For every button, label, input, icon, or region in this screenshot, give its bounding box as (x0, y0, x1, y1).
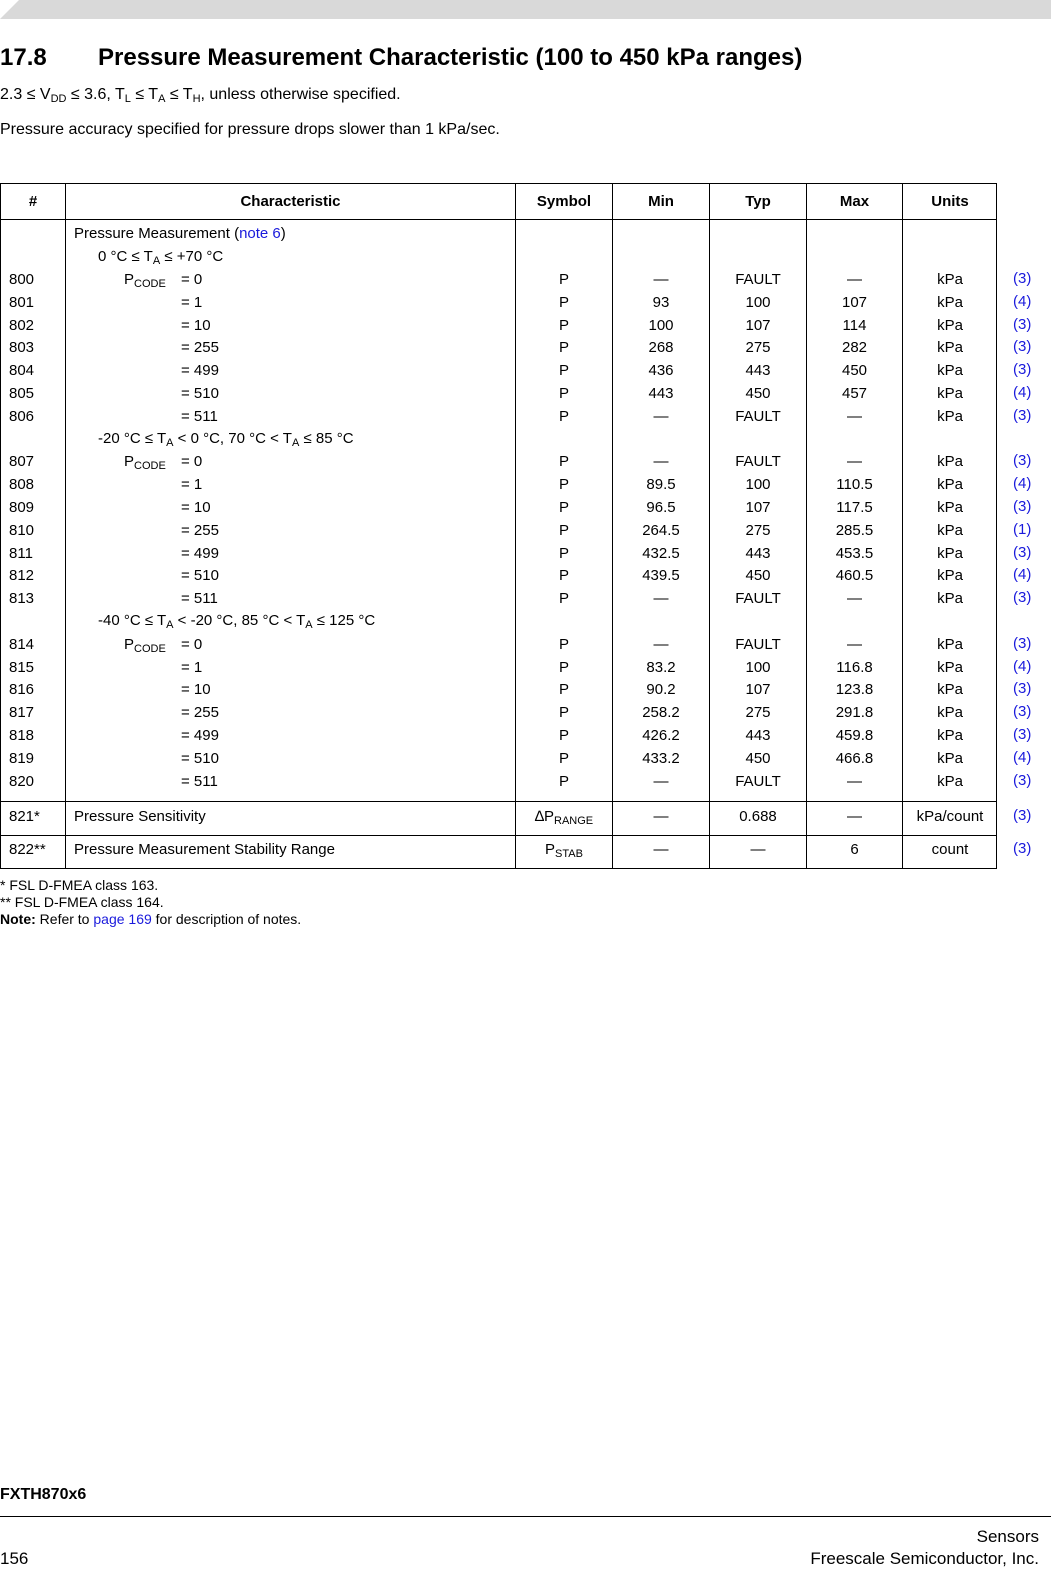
pcode-value: = 499 (181, 362, 219, 380)
header-symbol: Symbol (536, 193, 592, 210)
max-cell: 450 (841, 362, 868, 380)
note-6-link[interactable]: note 6 (239, 225, 281, 242)
operating-conditions: $2.3 \le V_{DD} \le 3.6$, $T_L \le T_A \le T_H$, unless otherwise specified. (0, 86, 401, 105)
min-cell: 433.2 (642, 749, 680, 767)
sensitivity-ref[interactable]: (3) (1013, 807, 1032, 824)
symbol-cell: P (558, 293, 569, 311)
typ-cell: 275 (745, 339, 771, 357)
row-number: 820 (9, 772, 35, 790)
max-cell: — (847, 590, 862, 608)
units-cell: kPa (937, 385, 963, 402)
symbol-cell: P (558, 727, 569, 744)
typ-cell: FAULT (735, 635, 781, 653)
sensitivity-max: — (847, 808, 862, 825)
stability-ref[interactable]: (3) (1013, 840, 1032, 857)
min-cell: 96.5 (646, 499, 676, 516)
header-max: Max (839, 193, 870, 210)
units-cell: kPa (937, 476, 963, 494)
symbol-cell: P (558, 499, 569, 516)
symbol-cell: P (558, 407, 569, 425)
typ-cell: 100 (745, 476, 771, 494)
row-number: 811 (9, 544, 33, 562)
group-title: Pressure Measurement (note 6) (74, 225, 286, 242)
max-cell: 114 (842, 316, 867, 334)
symbol-cell: P (558, 271, 569, 288)
min-cell: 258.2 (642, 704, 680, 722)
row-number: 807 (9, 453, 35, 471)
units-cell: kPa (937, 544, 963, 562)
max-cell: 460.5 (835, 567, 874, 585)
units-cell: kPa (937, 772, 963, 790)
sensitivity-num: 821* (9, 808, 40, 825)
sensitivity-min: — (653, 808, 669, 825)
note-reference-link[interactable]: (4) (1013, 292, 1032, 310)
pcode-value: = 255 (181, 521, 219, 539)
row-number: 808 (9, 476, 35, 494)
row-number: 803 (9, 339, 35, 357)
pcode-value: = 510 (181, 567, 219, 585)
pcode-label: $P_{CODE}$ (124, 453, 166, 473)
header-units: Units (931, 193, 969, 210)
typ-cell: 443 (745, 544, 771, 562)
pcode-value: = 511 (181, 772, 218, 790)
min-cell: — (653, 453, 669, 471)
min-cell: 264.5 (642, 521, 680, 539)
typ-cell: 450 (745, 385, 771, 402)
temperature-range-heading: -20 $^\circ C \le T_A < 0$ °C, 70 $^\circ C < T_A \le 85$ °C (98, 430, 354, 449)
note-reference-link[interactable]: (4) (1013, 384, 1032, 401)
row-number: 801 (9, 293, 35, 311)
pcode-label: $P_{CODE}$ (124, 635, 166, 655)
temperature-range-heading: -40 $^\circ C \le T_A < -20$ °C, 85 $^\circ C < T_A \le 125$ °C (98, 612, 376, 631)
units-cell: kPa (937, 453, 963, 471)
min-cell: 89.5 (646, 476, 676, 494)
note-reference-link[interactable]: (3) (1013, 338, 1032, 356)
header-bar (0, 0, 1051, 19)
note-reference-link[interactable]: (1) (1013, 520, 1032, 538)
header-min: Min (648, 193, 674, 210)
pcode-value: = 255 (181, 339, 219, 357)
symbol-cell: P (558, 658, 569, 676)
stability-num: 822** (9, 841, 46, 858)
symbol-cell: P (558, 635, 569, 653)
max-cell: 110.5 (836, 476, 873, 494)
symbol-cell: P (558, 749, 569, 767)
max-cell: 107 (841, 293, 868, 311)
symbol-cell: P (558, 476, 569, 494)
accuracy-note: Pressure accuracy specified for pressure drops slower than 1 kPa/sec. (0, 121, 500, 138)
units-cell: kPa (937, 499, 963, 516)
row-number: 813 (9, 590, 35, 608)
typ-cell: 275 (745, 521, 771, 539)
min-cell: 83.2 (646, 658, 676, 676)
sensitivity-typ: 0.688 (739, 808, 777, 825)
pcode-value: = 0 (181, 453, 203, 471)
footer-page-number: 156 (0, 1549, 29, 1568)
min-cell: 443 (648, 385, 674, 402)
min-cell: — (653, 772, 669, 790)
footnote-star1: * FSL D-FMEA class 163. (0, 877, 159, 893)
typ-cell: FAULT (735, 590, 781, 608)
max-cell: 123.8 (835, 681, 874, 699)
units-cell: kPa (937, 293, 963, 311)
characteristics-table (0, 183, 997, 869)
footer-category: Sensors (976, 1527, 1039, 1546)
pcode-value: = 10 (181, 316, 211, 334)
typ-cell: 100 (745, 293, 771, 311)
typ-cell: 450 (745, 567, 771, 585)
min-cell: — (653, 590, 669, 608)
note-reference-link[interactable]: (3) (1013, 680, 1032, 698)
pcode-value: = 10 (181, 681, 211, 699)
footnote-star2: ** FSL D-FMEA class 164. (0, 894, 164, 910)
symbol-cell: P (558, 704, 569, 722)
symbol-cell: P (558, 316, 569, 334)
symbol-cell: P (558, 590, 569, 608)
min-cell: 100 (648, 316, 674, 334)
typ-cell: FAULT (735, 271, 781, 288)
min-cell: — (653, 271, 669, 288)
units-cell: kPa (937, 521, 963, 539)
pcode-value: = 511 (181, 590, 218, 608)
units-cell: kPa (937, 407, 963, 425)
typ-cell: 107 (745, 681, 771, 699)
typ-cell: 107 (745, 316, 771, 334)
min-cell: 439.5 (642, 567, 680, 585)
typ-cell: 443 (745, 727, 771, 744)
note-reference-link[interactable]: (4) (1013, 657, 1032, 675)
pcode-value: = 510 (181, 385, 219, 402)
note-reference-link[interactable]: (4) (1013, 475, 1032, 493)
row-number: 815 (9, 658, 35, 676)
units-cell: kPa (937, 658, 963, 676)
row-number: 812 (9, 567, 35, 585)
typ-cell: 100 (745, 658, 771, 676)
row-number: 806 (9, 407, 35, 425)
header-num: # (28, 193, 38, 210)
note-reference-link[interactable]: (3) (1013, 315, 1032, 333)
row-number: 802 (9, 316, 35, 334)
pcode-value: = 499 (181, 544, 219, 562)
max-cell: 282 (841, 339, 868, 357)
note-reference-link[interactable]: (3) (1013, 726, 1032, 743)
stability-symbol: $P_{STAB}$ (545, 841, 583, 860)
units-cell: kPa (937, 590, 963, 608)
symbol-cell: P (558, 362, 569, 380)
sensitivity-label: Pressure Sensitivity (74, 808, 206, 825)
pcode-value: = 1 (181, 476, 203, 494)
note-reference-link[interactable]: (3) (1013, 703, 1032, 721)
max-cell: 453.5 (835, 544, 874, 562)
symbol-cell: P (558, 544, 569, 562)
max-cell: — (847, 772, 862, 790)
symbol-cell: P (558, 772, 569, 790)
pcode-value: = 510 (181, 749, 219, 767)
max-cell: — (847, 407, 862, 425)
units-cell: kPa (937, 339, 963, 357)
min-cell: 432.5 (642, 544, 680, 562)
symbol-cell: P (558, 521, 569, 539)
typ-cell: 107 (745, 499, 771, 516)
footnote-note: Note: Refer to page 169 for description of notes. (0, 911, 302, 927)
pcode-value: = 499 (181, 727, 219, 744)
stability-max: 6 (850, 841, 859, 858)
section-title (0, 44, 802, 72)
row-number: 800 (9, 271, 35, 288)
max-cell: 459.8 (835, 727, 874, 744)
min-cell: 93 (652, 293, 670, 311)
sensitivity-units: kPa/count (916, 808, 984, 825)
note-reference-link[interactable]: (3) (1013, 270, 1032, 287)
note-reference-link[interactable]: (4) (1013, 748, 1032, 766)
pcode-value: = 0 (181, 635, 203, 653)
note-reference-link[interactable]: (3) (1013, 543, 1032, 561)
typ-cell: FAULT (735, 407, 781, 425)
units-cell: kPa (937, 271, 963, 288)
row-number: 804 (9, 362, 35, 380)
symbol-cell: P (558, 681, 569, 699)
typ-cell: 450 (745, 749, 771, 767)
max-cell: 291.8 (835, 704, 874, 722)
row-number: 817 (9, 704, 35, 722)
pcode-value: = 1 (181, 293, 203, 311)
units-cell: kPa (937, 567, 963, 585)
min-cell: — (653, 635, 669, 653)
pcode-value: = 511 (181, 407, 218, 425)
section-heading: Pressure Measurement Characteristic (100 to 450 kPa ranges) (98, 44, 803, 71)
row-number: 809 (9, 499, 35, 516)
pcode-value: = 1 (181, 658, 203, 676)
max-cell: — (847, 453, 862, 471)
row-number: 818 (9, 727, 35, 744)
sensitivity-symbol: $\Delta P_{RANGE}$ (534, 808, 594, 827)
row-number: 810 (9, 521, 35, 539)
max-cell: 466.8 (835, 749, 874, 767)
units-cell: kPa (937, 749, 963, 767)
stability-label: Pressure Measurement Stability Range (74, 841, 335, 858)
stability-units: count (931, 841, 969, 858)
units-cell: kPa (937, 635, 963, 653)
footer-divider (0, 1516, 1051, 1517)
row-number: 816 (9, 681, 35, 699)
typ-cell: 275 (745, 704, 771, 722)
max-cell: 117.5 (836, 499, 873, 516)
note-reference-link[interactable]: (3) (1013, 634, 1032, 652)
temperature-range-heading: 0 $^\circ C \le T_A \le +70$ °C (98, 248, 224, 267)
section-number: 17.8 (0, 44, 47, 71)
stability-min: — (653, 841, 669, 858)
max-cell: — (847, 271, 862, 288)
min-cell: 436 (648, 362, 674, 380)
note-reference-link[interactable]: (3) (1013, 498, 1032, 515)
units-cell: kPa (937, 704, 963, 722)
units-cell: kPa (937, 681, 963, 699)
min-cell: 268 (648, 339, 674, 357)
max-cell: 285.5 (835, 521, 874, 539)
symbol-cell: P (558, 453, 569, 471)
pcode-value: = 10 (181, 499, 211, 516)
pcode-label: $P_{CODE}$ (124, 271, 166, 290)
min-cell: 90.2 (646, 681, 676, 699)
units-cell: kPa (937, 362, 963, 380)
symbol-cell: P (558, 339, 569, 357)
row-number: 805 (9, 385, 35, 402)
footer-doc-id: FXTH870x6 (0, 1486, 87, 1503)
max-cell: 116.8 (836, 658, 873, 676)
min-cell: 426.2 (642, 727, 680, 744)
stability-typ: — (750, 841, 766, 858)
header-characteristic: Characteristic (240, 193, 341, 210)
note-reference-link[interactable]: (3) (1013, 361, 1032, 379)
max-cell: — (847, 635, 862, 653)
typ-cell: FAULT (735, 453, 781, 471)
symbol-cell: P (558, 385, 569, 402)
note-reference-link[interactable]: (4) (1013, 566, 1032, 584)
row-number: 819 (9, 749, 35, 767)
note-reference-link[interactable]: (3) (1013, 452, 1032, 470)
typ-cell: FAULT (735, 772, 781, 790)
row-number: 814 (9, 635, 35, 653)
note-reference-link[interactable]: (3) (1013, 771, 1032, 789)
footer-company: Freescale Semiconductor, Inc. (810, 1549, 1039, 1568)
pcode-value: = 255 (181, 704, 219, 722)
min-cell: — (653, 407, 669, 425)
header-typ: Typ (745, 193, 771, 210)
note-reference-link[interactable]: (3) (1013, 589, 1032, 607)
max-cell: 457 (841, 385, 868, 402)
units-cell: kPa (937, 727, 963, 744)
typ-cell: 443 (745, 362, 771, 380)
pcode-value: = 0 (181, 271, 203, 288)
page-169-link[interactable]: page 169 (93, 911, 152, 927)
symbol-cell: P (558, 567, 569, 585)
units-cell: kPa (937, 316, 963, 334)
note-reference-link[interactable]: (3) (1013, 406, 1032, 424)
